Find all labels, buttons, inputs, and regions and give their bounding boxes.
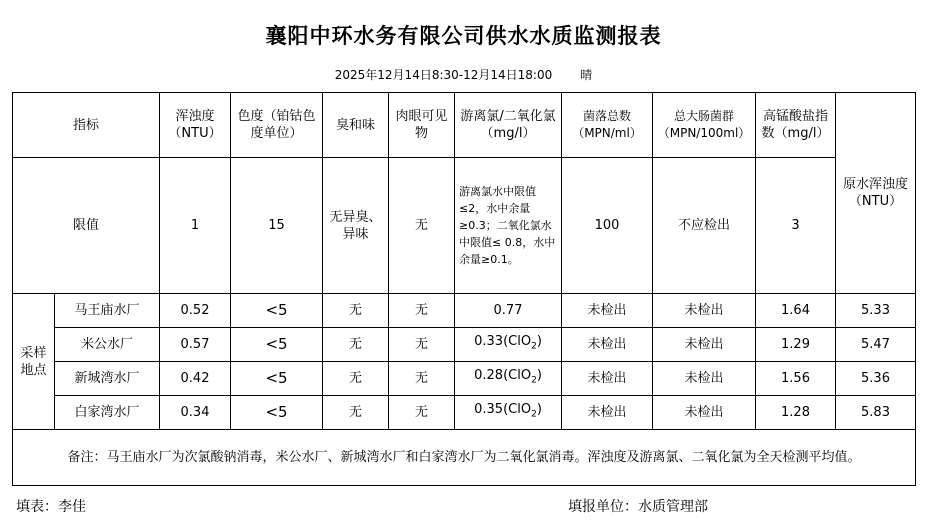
site-name: 白家湾水厂	[55, 396, 160, 430]
water-quality-table	[12, 92, 916, 486]
site-chlorine-subscript: 2	[531, 409, 537, 420]
site-turbidity: 0.42	[160, 362, 231, 396]
limit-color: 15	[231, 158, 323, 294]
site-coliform: 未检出	[653, 362, 756, 396]
site-chlorine: 0.35(ClO$_2$)	[455, 396, 562, 430]
site-colony: 未检出	[562, 396, 653, 430]
site-visible: 无	[389, 396, 455, 430]
table-row	[13, 362, 916, 396]
filled-by: 填表：李佳	[16, 499, 86, 515]
site-coliform: 未检出	[653, 328, 756, 362]
site-turbidity: 0.52	[160, 294, 231, 328]
site-raw-turbidity: 5.36	[836, 362, 916, 396]
weather-text: 晴	[580, 68, 593, 82]
table-row	[13, 328, 916, 362]
site-permanganate: 1.56	[756, 362, 836, 396]
note-text: 备注：马王庙水厂为次氯酸钠消毒，米公水厂、新城湾水厂和白家湾水厂为二氧化氯消毒。浑浊度及游离氯、二氧化氯为全天检测平均值。	[13, 430, 916, 486]
table-row	[13, 294, 916, 328]
site-turbidity: 0.57	[160, 328, 231, 362]
site-permanganate: 1.64	[756, 294, 836, 328]
site-chlorine-value: 0.33(ClO	[474, 334, 532, 350]
header-color: 色度（铂钴色度单位）	[231, 93, 323, 158]
limit-coliform: 不应检出	[653, 158, 756, 294]
report-title: 襄阳中环水务有限公司供水水质监测报表	[265, 24, 662, 48]
header-coliform: 总大肠菌群（MPN/100ml）	[653, 93, 756, 158]
site-color: <5	[231, 328, 323, 362]
site-colony: 未检出	[562, 294, 653, 328]
header-turbidity: 浑浊度（NTU）	[160, 93, 231, 158]
header-chlorine: 游离氯/二氧化氯（mg/l）	[455, 93, 562, 158]
site-colony: 未检出	[562, 328, 653, 362]
sampling-label: 采样地点	[13, 294, 55, 430]
site-chlorine: 0.33(ClO$_2$)	[455, 328, 562, 362]
limit-chlorine: 游离氯水中限值 ≤2，水中余量≥0.3；二氧化氯水中限值≤ 0.8，水中余量≥0.1。	[455, 158, 562, 294]
limit-row	[13, 158, 916, 294]
limit-odor: 无异臭、异味	[323, 158, 389, 294]
header-visible: 肉眼可见物	[389, 93, 455, 158]
site-raw-turbidity: 5.83	[836, 396, 916, 430]
site-color: <5	[231, 396, 323, 430]
site-odor: 无	[323, 328, 389, 362]
header-row	[13, 93, 916, 158]
limit-visible: 无	[389, 158, 455, 294]
site-chlorine-value: 0.35(ClO	[474, 402, 532, 418]
report-period	[0, 66, 927, 83]
header-indicator: 指标	[13, 93, 160, 158]
site-chlorine-subscript: 2	[531, 375, 537, 386]
limit-turbidity: 1	[160, 158, 231, 294]
site-name: 米公水厂	[55, 328, 160, 362]
site-color: <5	[231, 294, 323, 328]
period-text: 2025年12月14日8:30-12月14日18:00	[334, 68, 553, 82]
limit-colony: 100	[562, 158, 653, 294]
site-chlorine	[455, 294, 562, 328]
table-row	[13, 396, 916, 430]
site-turbidity: 0.34	[160, 396, 231, 430]
header-odor: 臭和味	[323, 93, 389, 158]
header-colony: 菌落总数（MPN/ml）	[562, 93, 653, 158]
site-name: 新城湾水厂	[55, 362, 160, 396]
site-visible: 无	[389, 362, 455, 396]
site-raw-turbidity: 5.33	[836, 294, 916, 328]
site-visible: 无	[389, 294, 455, 328]
header-permanganate: 高锰酸盐指数（mg/l）	[756, 93, 836, 158]
site-permanganate: 1.28	[756, 396, 836, 430]
site-permanganate: 1.29	[756, 328, 836, 362]
header-raw-turbidity: 原水浑浊度（NTU）	[836, 93, 916, 294]
limit-permanganate: 3	[756, 158, 836, 294]
site-chlorine-value: 0.77	[493, 303, 523, 318]
limit-label: 限值	[13, 158, 160, 294]
site-name: 马王庙水厂	[55, 294, 160, 328]
site-odor: 无	[323, 362, 389, 396]
site-coliform: 未检出	[653, 396, 756, 430]
site-chlorine: 0.28(ClO$_2$)	[455, 362, 562, 396]
site-chlorine-value: 0.28(ClO	[474, 368, 532, 384]
site-colony: 未检出	[562, 362, 653, 396]
site-chlorine-subscript: 2	[531, 341, 537, 352]
site-odor: 无	[323, 396, 389, 430]
site-odor: 无	[323, 294, 389, 328]
reporting-unit: 填报单位：水质管理部	[568, 499, 708, 515]
site-coliform: 未检出	[653, 294, 756, 328]
site-color: <5	[231, 362, 323, 396]
note-row	[13, 430, 916, 486]
site-visible: 无	[389, 328, 455, 362]
site-raw-turbidity: 5.47	[836, 328, 916, 362]
